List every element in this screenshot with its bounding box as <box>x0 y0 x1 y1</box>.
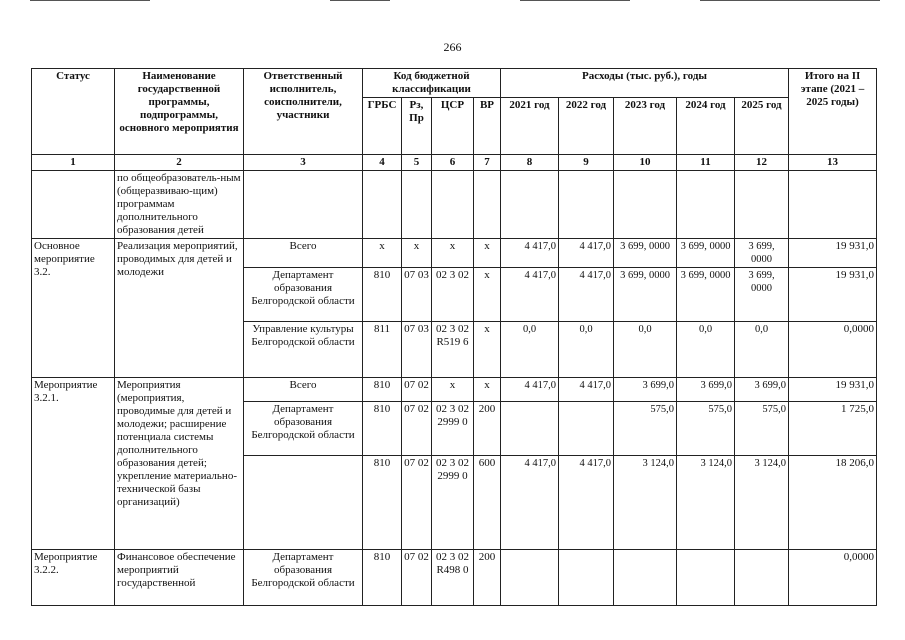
csr-cell: х <box>432 378 474 402</box>
budget-table <box>31 68 877 606</box>
csr-cell: 02 3 02 R519 6 <box>432 322 474 378</box>
year-2025-cell: 3 699,0 <box>735 378 789 402</box>
vr-cell: х <box>474 268 501 322</box>
year-2022-cell: 4 417,0 <box>559 456 614 550</box>
column-index: 9 <box>559 155 614 171</box>
grbs-cell: 810 <box>363 402 402 456</box>
header-row-1 <box>32 69 877 98</box>
status-cell <box>32 171 115 239</box>
year-2022-cell: 4 417,0 <box>559 378 614 402</box>
grbs-cell: 810 <box>363 268 402 322</box>
responsible-cell: Всего <box>244 378 363 402</box>
csr-cell: 02 3 02 2999 0 <box>432 456 474 550</box>
grbs-cell: 810 <box>363 550 402 606</box>
year-2023-cell: 3 699, 0000 <box>614 239 677 268</box>
column-index: 4 <box>363 155 402 171</box>
status-cell: Мероприятие 3.2.1. <box>32 378 115 550</box>
column-index: 10 <box>614 155 677 171</box>
vr-cell: 600 <box>474 456 501 550</box>
csr-cell: х <box>432 239 474 268</box>
responsible-cell: Департамент образования Белгородской области <box>244 268 363 322</box>
year-2023-cell: 3 124,0 <box>614 456 677 550</box>
year-2024-cell <box>677 550 735 606</box>
column-index-row <box>32 155 877 171</box>
grbs-cell: 810 <box>363 456 402 550</box>
year-2024-cell: 3 124,0 <box>677 456 735 550</box>
year-2021-cell: 4 417,0 <box>501 378 559 402</box>
total-cell: 19 931,0 <box>789 378 877 402</box>
rzpr-cell: 07 03 <box>402 322 432 378</box>
table-row <box>32 550 877 606</box>
year-2025-cell: 3 124,0 <box>735 456 789 550</box>
year-2024-cell: 3 699, 0000 <box>677 239 735 268</box>
header-rzpr: Рз, Пр <box>402 98 432 155</box>
rzpr-cell: 07 02 <box>402 550 432 606</box>
grbs-cell: 810 <box>363 378 402 402</box>
page-number: 266 <box>443 40 462 54</box>
responsible-cell: Департамент образования Белгородской области <box>244 402 363 456</box>
total-cell: 19 931,0 <box>789 239 877 268</box>
responsible-cell: Департамент образования Белгородской области <box>244 550 363 606</box>
header-year-2023: 2023 год <box>614 98 677 155</box>
header-grbs: ГРБС <box>363 98 402 155</box>
column-index: 7 <box>474 155 501 171</box>
rzpr-cell: 07 02 <box>402 378 432 402</box>
name-cell: по общеобразователь-ным (общеразвиваю-щим) программам дополнительного образования детей <box>115 171 244 239</box>
header-expenses: Расходы (тыс. руб.), годы <box>501 69 789 98</box>
year-2021-cell: 4 417,0 <box>501 239 559 268</box>
year-2025-cell: 3 699, 0000 <box>735 268 789 322</box>
column-index: 12 <box>735 155 789 171</box>
header-total: Итого на II этапе (2021 – 2025 годы) <box>789 69 877 155</box>
total-cell: 1 725,0 <box>789 402 877 456</box>
total-cell: 19 931,0 <box>789 268 877 322</box>
status-cell: Основное мероприятие 3.2. <box>32 239 115 378</box>
column-index: 8 <box>501 155 559 171</box>
total-cell: 0,0000 <box>789 550 877 606</box>
name-cell: Финансовое обеспечение мероприятий государственной <box>115 550 244 606</box>
status-cell: Мероприятие 3.2.2. <box>32 550 115 606</box>
column-index: 1 <box>32 155 115 171</box>
rzpr-cell: 07 03 <box>402 268 432 322</box>
total-cell: 0,0000 <box>789 322 877 378</box>
header-vr: ВР <box>474 98 501 155</box>
year-2021-cell: 0,0 <box>501 322 559 378</box>
year-2025-cell: 575,0 <box>735 402 789 456</box>
column-index: 3 <box>244 155 363 171</box>
csr-cell: 02 3 02 <box>432 268 474 322</box>
year-2021-cell <box>501 402 559 456</box>
vr-cell: 200 <box>474 550 501 606</box>
header-year-2022: 2022 год <box>559 98 614 155</box>
year-2022-cell <box>559 550 614 606</box>
vr-cell: х <box>474 378 501 402</box>
year-2022-cell: 4 417,0 <box>559 239 614 268</box>
name-cell: Реализация мероприятий, проводимых для детей и молодежи <box>115 239 244 378</box>
year-2023-cell: 3 699, 0000 <box>614 268 677 322</box>
year-2024-cell: 575,0 <box>677 402 735 456</box>
year-2022-cell <box>559 402 614 456</box>
year-2024-cell: 0,0 <box>677 322 735 378</box>
header-responsible: Ответственный исполнитель, соисполнители, участники <box>244 69 363 155</box>
table-row-continuation <box>32 171 877 239</box>
csr-cell: 02 3 02 R498 0 <box>432 550 474 606</box>
column-index: 6 <box>432 155 474 171</box>
year-2022-cell: 0,0 <box>559 322 614 378</box>
responsible-cell <box>244 456 363 550</box>
year-2025-cell <box>735 550 789 606</box>
vr-cell: 200 <box>474 402 501 456</box>
year-2024-cell: 3 699,0 <box>677 378 735 402</box>
year-2023-cell: 575,0 <box>614 402 677 456</box>
table-row <box>32 239 877 268</box>
name-cell: Мероприятия (мероприятия, проводимые для детей и молодежи; расширение потенциала системы дополнительного образования детей; укрепление материально-технической базы организаций) <box>115 378 244 550</box>
rzpr-cell: х <box>402 239 432 268</box>
year-2023-cell: 0,0 <box>614 322 677 378</box>
vr-cell: х <box>474 322 501 378</box>
header-year-2025: 2025 год <box>735 98 789 155</box>
header-budget-code: Код бюджетной классификации <box>363 69 501 98</box>
header-year-2024: 2024 год <box>677 98 735 155</box>
header-name: Наименование государственной программы, подпрограммы, основного мероприятия <box>115 69 244 155</box>
responsible-cell: Всего <box>244 239 363 268</box>
column-index: 5 <box>402 155 432 171</box>
table-row <box>32 378 877 402</box>
year-2025-cell: 0,0 <box>735 322 789 378</box>
year-2021-cell: 4 417,0 <box>501 456 559 550</box>
total-cell: 18 206,0 <box>789 456 877 550</box>
rzpr-cell: 07 02 <box>402 456 432 550</box>
year-2023-cell <box>614 550 677 606</box>
column-index: 2 <box>115 155 244 171</box>
csr-cell: 02 3 02 2999 0 <box>432 402 474 456</box>
scan-edge-lines <box>0 0 905 3</box>
responsible-cell: Управление культуры Белгородской области <box>244 322 363 378</box>
year-2021-cell: 4 417,0 <box>501 268 559 322</box>
grbs-cell: х <box>363 239 402 268</box>
column-index: 11 <box>677 155 735 171</box>
year-2023-cell: 3 699,0 <box>614 378 677 402</box>
year-2022-cell: 4 417,0 <box>559 268 614 322</box>
header-csr: ЦСР <box>432 98 474 155</box>
year-2024-cell: 3 699, 0000 <box>677 268 735 322</box>
year-2025-cell: 3 699, 0000 <box>735 239 789 268</box>
grbs-cell: 811 <box>363 322 402 378</box>
year-2021-cell <box>501 550 559 606</box>
rzpr-cell: 07 02 <box>402 402 432 456</box>
column-index: 13 <box>789 155 877 171</box>
header-year-2021: 2021 год <box>501 98 559 155</box>
vr-cell: х <box>474 239 501 268</box>
header-status: Статус <box>32 69 115 155</box>
